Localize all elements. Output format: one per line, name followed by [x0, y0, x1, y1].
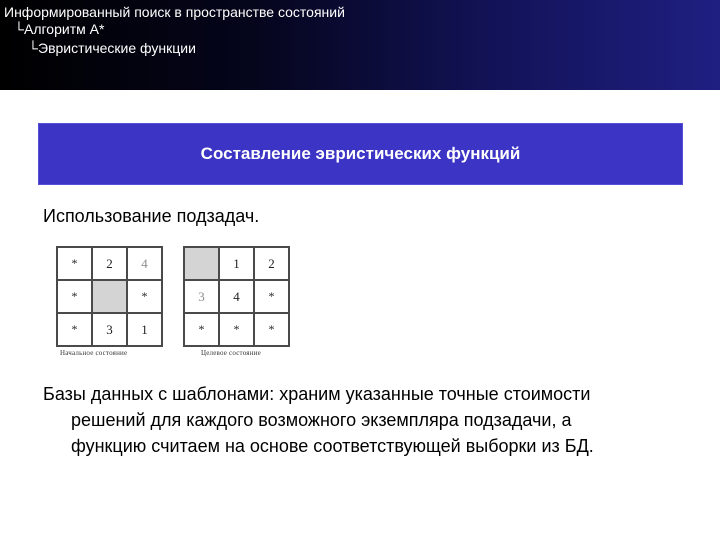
tree-branch-icon: └	[14, 21, 24, 37]
breadcrumb-label: Эвристические функции	[38, 40, 196, 56]
puzzle-cell: 2	[92, 247, 127, 280]
blank-cell	[92, 280, 127, 313]
figure-caption: Целевое состояние	[201, 349, 261, 357]
puzzle-cell: *	[254, 313, 289, 346]
puzzle-cell: 3	[92, 313, 127, 346]
puzzle-grid	[183, 246, 290, 347]
section-title: Составление эвристических функций	[200, 144, 521, 163]
breadcrumb-algorithm	[14, 21, 104, 38]
puzzle-cell: *	[127, 280, 162, 313]
puzzle-cell: *	[184, 313, 219, 346]
body-paragraph	[43, 381, 683, 459]
puzzle-cell: *	[254, 280, 289, 313]
puzzle-cell: 4	[219, 280, 254, 313]
goal-state-figure	[183, 246, 290, 357]
puzzle-cell: 3	[184, 280, 219, 313]
figure-caption: Начальное состояние	[60, 349, 128, 357]
breadcrumb-label: Алгоритм А*	[24, 21, 105, 37]
breadcrumb-label: Информированный поиск в пространстве состояний	[4, 4, 345, 20]
paragraph-line: функцию считаем на основе соответствующей выборки из БД.	[71, 436, 594, 456]
puzzle-cell: 2	[254, 247, 289, 280]
puzzle-cell: *	[219, 313, 254, 346]
breadcrumb-topic	[4, 4, 345, 21]
breadcrumb-heuristics	[28, 40, 196, 57]
puzzle-cell: *	[57, 313, 92, 346]
section-title-banner	[38, 123, 683, 185]
paragraph-line: Базы данных с шаблонами: храним указанные точные стоимости	[43, 384, 591, 404]
slide-header	[0, 0, 720, 90]
blank-cell	[184, 247, 219, 280]
tree-branch-icon: └	[28, 40, 38, 56]
paragraph-line: решений для каждого возможного экземпляра подзадачи, а	[71, 410, 572, 430]
initial-state-figure	[56, 246, 163, 357]
puzzle-cell: 1	[127, 313, 162, 346]
subtitle-text: Использование подзадач.	[43, 206, 260, 226]
puzzle-cell: *	[57, 280, 92, 313]
puzzle-cell: 4	[127, 247, 162, 280]
puzzle-cell: 1	[219, 247, 254, 280]
puzzle-grid	[56, 246, 163, 347]
puzzle-cell: *	[57, 247, 92, 280]
